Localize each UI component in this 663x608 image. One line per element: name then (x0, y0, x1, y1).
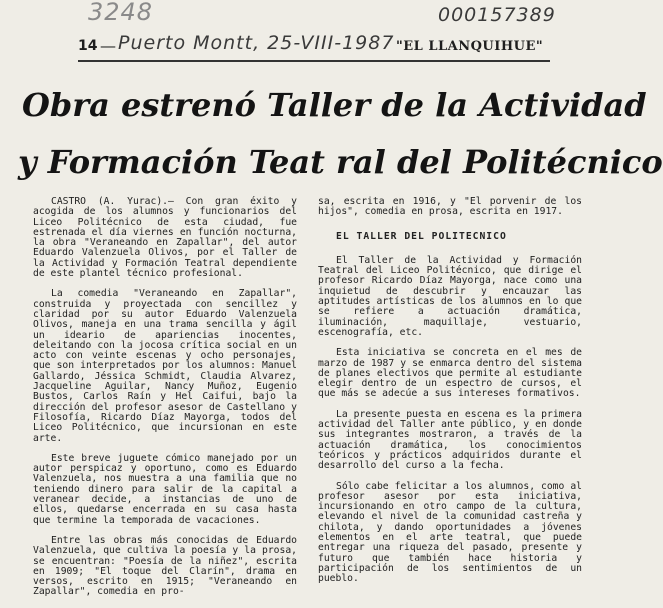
article-paragraph-continued: sa, escrita en 1916, y "El porvenir de los hijos", comedia en prosa, escrita en 1917. (318, 196, 582, 218)
article-paragraph: Este breve juguete cómico manejado por un autor perspicaz y oportuno, como es Eduardo Valenzuela, nos muestra a una familia que no teniendo dinero para salir de la capital a veranear decide, a instancias de uno de ellos, quedarse encerrada en su casa hasta que termine la temporada de vacaciones. (33, 452, 297, 526)
article-column-right (318, 197, 582, 595)
page-number: 14 (78, 38, 98, 54)
article-title-line-1: Obra estrenó Taller de la Actividad (22, 86, 647, 124)
publication-name: "EL LLANQUIHUE" (396, 39, 544, 54)
header-dash: — (100, 36, 116, 55)
header-rule (78, 60, 550, 62)
article-paragraph: Entre las obras más conocidas de Eduardo Valenzuela, que cultiva la poesía y la prosa, se encuentran: "Poesía de la niñez", escrita en 1909; "El toque del Clarín", drama en versos, escrito en 1915; "Veraneando en Zapallar", comedia en pro- (33, 534, 297, 598)
page-header (78, 34, 548, 58)
article-column-left (33, 197, 297, 608)
handwritten-date: Puerto Montt, 25-VIII-1987 (118, 32, 395, 54)
article-title-line-2: y Formación Teat ral del Politécnico (18, 143, 663, 181)
article-paragraph: El Taller de la Actividad y Formación Teatral del Liceo Politécnico, que dirige el profesor Ricardo Díaz Mayorga, nace como una inquietud de descubrir y encauzar las aptitudes artísticas de los alumnos en lo que se refiere a actuación dramática, iluminación, maquillaje, vestuario, escenografía, etc. (318, 254, 582, 338)
article-subheading: EL TALLER DEL POLITECNICO (336, 230, 507, 242)
article-paragraph: Sólo cabe felicitar a los alumnos, como al profesor asesor por esta iniciativa, incursionando en otro campo de la cultura, elevando el nivel de la comunidad castreña y chilota, y dando oportunidades a jóvenes elementos en el arte teatral, que puede entregar una riqueza del pasado, presente y futuro que también hace historia y participación de los sentimientos de un pueblo. (318, 480, 582, 585)
handwritten-catalog-number: 000157389 (438, 4, 556, 26)
article-paragraph: Esta iniciativa se concreta en el mes de marzo de 1987 y se enmarca dentro del sistema de planes electivos que permite al estudiante elegir dentro de un espectro de cursos, el que más se adecúe a sus intereses formativos. (318, 347, 582, 400)
handwritten-archive-number: 3248 (88, 0, 154, 26)
article-paragraph: La presente puesta en escena es la primera actividad del Taller ante público, y en donde sus integrantes mostraron, a través de la actuación dramática, los conocimientos teóricos y prácticos adquiridos durante el desarrollo del curso a la fecha. (318, 408, 582, 472)
article-paragraph: CASTRO (A. Yurac).— Con gran éxito y acogida de los alumnos y funcionarios del Liceo Politécnico de esta ciudad, fue estrenada el día viernes en función nocturna, la obra "Veraneando en Zapallar", del autor Eduardo Valenzuela Olivos, por el Taller de la Actividad y Formación Teatral dependiente de este plantel técnico profesional. (33, 196, 297, 280)
article-paragraph: La comedia "Veraneando en Zapallar", construida y proyectada con sencillez y claridad por su autor Eduardo Valenzuela Olivos, maneja en una trama sencilla y ágil un ideario de apariencias inocentes, deleitando con la jocosa crítica social en un acto con veinte escenas y ocho personajes, que son interpretados por los alumnos: Manuel Gallardo, Jéssica Schmidt, Claudia Alvarez, Jacqueline Aguilar, Nancy Muñoz, Eugenio Bustos, Carlos Raín y Hel Caifui, bajo la dirección del profesor asesor de Castellano y Filosofía, Ricardo Díaz Mayorga, todos del Liceo Politécnico, que incursionan en este arte. (33, 288, 297, 444)
